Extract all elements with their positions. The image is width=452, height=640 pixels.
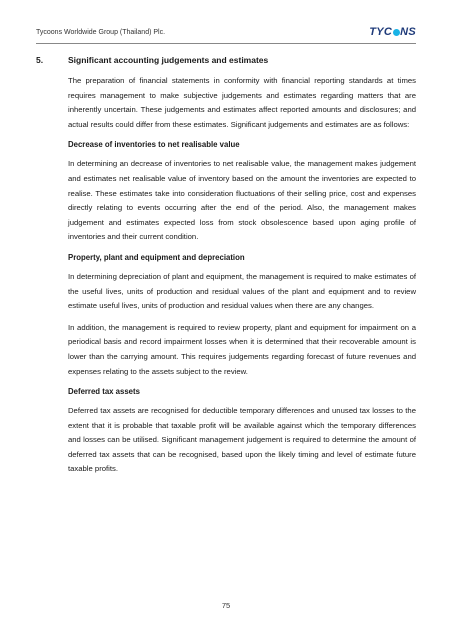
subsection-heading: Decrease of inventories to net realisable value	[68, 140, 240, 150]
paragraph: In determining depreciation of plant and equipment, the management is required to make estimates of the useful lives, units of production and residual values of the plant and equipment and to review estimate useful lives, units of production and residual values when there are any changes.	[68, 271, 416, 311]
company-logo	[369, 26, 416, 38]
company-name: Tycoons Worldwide Group (Thailand) Plc.	[36, 29, 166, 36]
document-body	[36, 55, 416, 484]
paragraph: In addition, the management is required to review property, plant and equipment for impairment on a periodical basis and record impairment losses when it is determined that their recoverable amount is lower than the carrying amount. This requires judgements regarding forecast of future revenues and expenses relating to the assets subject to the review.	[68, 322, 416, 376]
paragraph: Deferred tax assets are recognised for deductible temporary differences and unused tax losses to the extent that it is probable that taxable profit will be available against which the temporary differences and losses can be utilised. Significant management judgement is required to determine the amount of deferred tax assets that can be recognised, based upon the likely timing and level of estimate future taxable profits.	[68, 406, 416, 474]
section-title	[36, 55, 416, 65]
subsection-heading: Property, plant and equipment and depreciation	[68, 252, 245, 262]
section-body	[68, 74, 416, 477]
header-divider	[36, 43, 416, 44]
page-header	[36, 26, 416, 42]
section-number: 5.	[36, 55, 44, 65]
intro-paragraph: The preparation of financial statements in conformity with financial reporting standards at times requires management to make subjective judgements and estimates regarding matters that are inherently uncertain. These judgements and estimates affect reported amounts and disclosures; and actual results could differ from these estimates. Significant judgements and estimates are as follows:	[68, 76, 416, 129]
page-number: 75	[221, 601, 231, 610]
paragraph: In determining an decrease of inventories to net realisable value, the management makes judgement and estimates net realisable value of inventory based on the amount the inventories are expected to realise. These estimates take into consideration fluctuations of their selling price, cost and expenses directly relating to events occurring after the end of the period. Also, the management makes judgement and estimates expected loss from stock obsolescence based upon aging profile of inventories and their current condition.	[68, 159, 416, 242]
logo-text-right: NS	[400, 26, 416, 38]
section-title-text: Significant accounting judgements and estimates	[68, 55, 269, 65]
logo-o-icon	[393, 29, 400, 36]
logo-text-left: TYC	[369, 26, 393, 38]
subsection-heading: Deferred tax assets	[68, 387, 140, 397]
